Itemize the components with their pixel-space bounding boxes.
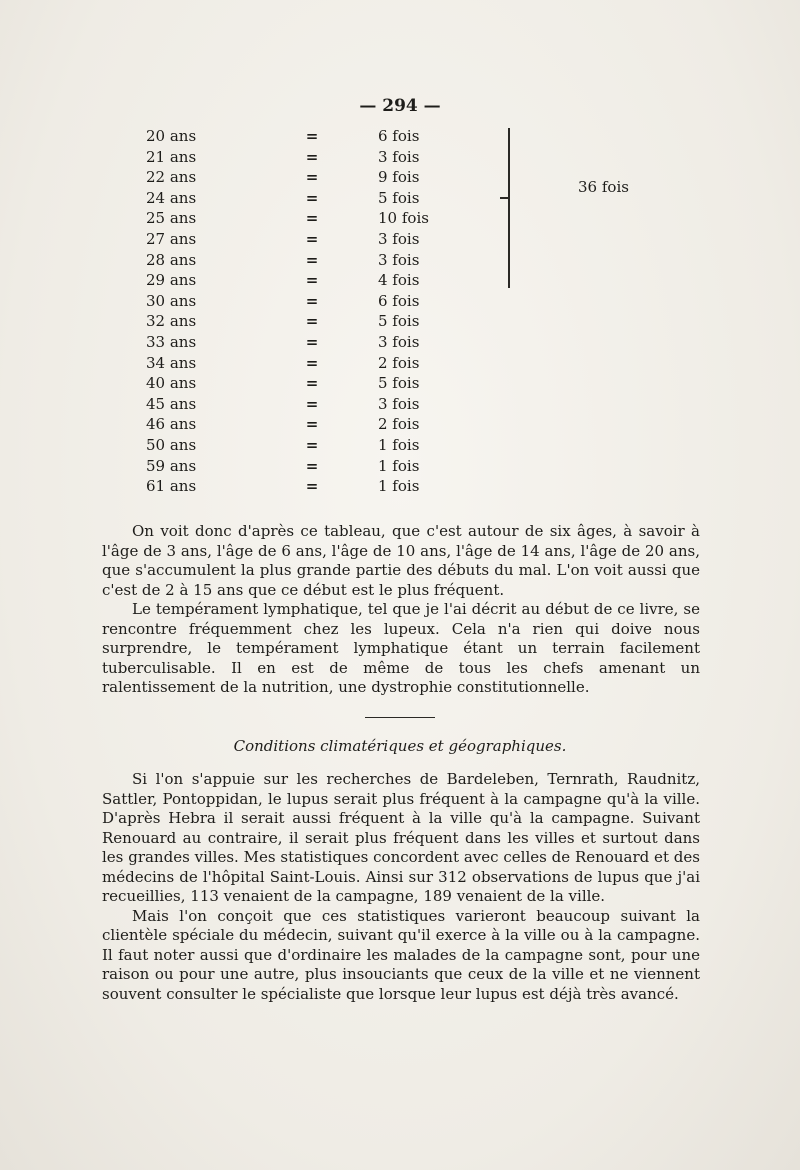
- count-cell: 5 fois: [378, 188, 420, 207]
- table-row: [0, 291, 800, 311]
- table-row: [0, 188, 800, 208]
- equals-sign: =: [305, 230, 319, 248]
- age-cell: 25 ans: [146, 209, 197, 228]
- equals-sign: =: [305, 436, 319, 454]
- age-cell: 20 ans: [146, 127, 197, 145]
- age-cell: 21 ans: [146, 147, 197, 166]
- table-row: [0, 126, 800, 146]
- age-cell: 33 ans: [146, 333, 197, 351]
- table-row: [0, 414, 800, 434]
- equals-sign: =: [305, 394, 319, 413]
- age-cell: 24 ans: [146, 188, 197, 207]
- brace-tip: [500, 197, 509, 199]
- count-cell: 1 fois: [378, 456, 420, 475]
- count-cell: 4 fois: [378, 271, 420, 290]
- count-cell: 2 fois: [378, 353, 420, 372]
- table-row: [0, 456, 800, 476]
- equals-sign: =: [305, 271, 319, 290]
- text-block-2: [102, 770, 700, 1004]
- equals-sign: =: [305, 456, 319, 475]
- equals-sign: =: [305, 353, 319, 372]
- count-cell: 6 fois: [378, 127, 420, 145]
- age-cell: 46 ans: [146, 415, 197, 434]
- age-cell: 29 ans: [146, 271, 197, 290]
- count-cell: 3 fois: [378, 250, 420, 269]
- count-cell: 9 fois: [378, 168, 420, 187]
- age-cell: 22 ans: [146, 168, 197, 187]
- age-cell: 45 ans: [146, 394, 197, 413]
- section-divider: [365, 717, 435, 718]
- paragraph: Le tempérament lymphatique, tel que je l'ai décrit au début de ce livre, se rencontre fréquemment chez les lupeux. Cela n'a rien qui doive nous surprendre, le tempérament lymphatique étant un terrain facilement tuberculisable. Il en est de même de tous les chefs amenant un ralentissement de la nutrition, une dystrophie constitutionnelle.: [102, 600, 700, 696]
- table-row: [0, 208, 800, 228]
- count-cell: 2 fois: [378, 415, 420, 434]
- table-row: [0, 435, 800, 455]
- table-row: [0, 311, 800, 331]
- page-number: — 294 —: [359, 96, 441, 116]
- table-row: [0, 229, 800, 249]
- equals-sign: =: [305, 333, 319, 351]
- section-heading: Conditions climatériques et géographiques.: [233, 737, 567, 755]
- equals-sign: =: [305, 250, 319, 269]
- equals-sign: =: [305, 415, 319, 434]
- age-cell: 28 ans: [146, 250, 197, 269]
- paragraph: Si l'on s'appuie sur les recherches de Bardeleben, Ternrath, Raudnitz, Sattler, Pontoppidan, le lupus serait plus fréquent à la campagne qu'à la ville. D'après Hebra il serait aussi fréquent à la ville qu'à la campagne. Suivant Renouard au contraire, il serait plus fréquent dans les villes et surtout dans les grandes villes. Mes statistiques concordent avec celles de Renouard et des médecins de l'hôpital Saint-Louis. Ainsi sur 312 observations de lupus que j'ai recueillies, 113 venaient de la campagne, 189 venaient de la ville.: [102, 770, 700, 905]
- equals-sign: =: [305, 477, 319, 496]
- table-row: [0, 167, 800, 187]
- count-cell: 1 fois: [378, 477, 420, 496]
- age-cell: 32 ans: [146, 312, 197, 331]
- table-row: [0, 353, 800, 373]
- equals-sign: =: [305, 312, 319, 331]
- brace-line: [508, 128, 510, 288]
- count-cell: 3 fois: [378, 394, 420, 413]
- table-row: [0, 332, 800, 352]
- table-row: [0, 250, 800, 270]
- count-cell: 1 fois: [378, 436, 420, 454]
- equals-sign: =: [305, 209, 319, 228]
- table-row: [0, 147, 800, 167]
- count-cell: 5 fois: [378, 374, 420, 393]
- age-cell: 30 ans: [146, 291, 197, 310]
- count-cell: 10 fois: [378, 209, 429, 228]
- equals-sign: =: [305, 291, 319, 310]
- equals-sign: =: [305, 168, 319, 187]
- count-cell: 3 fois: [378, 230, 420, 248]
- age-cell: 50 ans: [146, 436, 197, 454]
- age-cell: 40 ans: [146, 374, 197, 393]
- table-row: [0, 394, 800, 414]
- age-cell: 59 ans: [146, 456, 197, 475]
- equals-sign: =: [305, 147, 319, 166]
- age-cell: 27 ans: [146, 230, 197, 248]
- count-cell: 6 fois: [378, 291, 420, 310]
- age-cell: 34 ans: [146, 353, 197, 372]
- count-cell: 3 fois: [378, 333, 420, 351]
- count-cell: 5 fois: [378, 312, 420, 331]
- age-cell: 61 ans: [146, 477, 197, 496]
- paragraph: Mais l'on conçoit que ces statistiques varieront beaucoup suivant la clientèle spéciale du médecin, suivant qu'il exerce à la ville ou à la campagne. Il faut noter aussi que d'ordinaire les malades de la campagne sont, pour une raison ou pour une autre, plus insouciants que ceux de la ville et ne viennent souvent consulter le spécialiste que lorsque leur lupus est déjà très avancé.: [102, 906, 700, 1003]
- table-row: [0, 270, 800, 290]
- equals-sign: =: [305, 188, 319, 207]
- brace-total: 36 fois: [578, 178, 629, 196]
- paragraph: On voit donc d'après ce tableau, que c'est autour de six âges, à savoir à l'âge de 3 ans, l'âge de 6 ans, l'âge de 10 ans, l'âge de 14 ans, l'âge de 20 ans, que s'accumulent la plus grande partie des débuts du mal. L'on voit aussi que c'est de 2 à 15 ans que ce début est le plus fréquent.: [102, 522, 700, 599]
- text-block-1: [102, 522, 700, 698]
- equals-sign: =: [305, 127, 319, 145]
- count-cell: 3 fois: [378, 147, 420, 166]
- equals-sign: =: [305, 374, 319, 393]
- table-row: [0, 476, 800, 496]
- table-row: [0, 373, 800, 393]
